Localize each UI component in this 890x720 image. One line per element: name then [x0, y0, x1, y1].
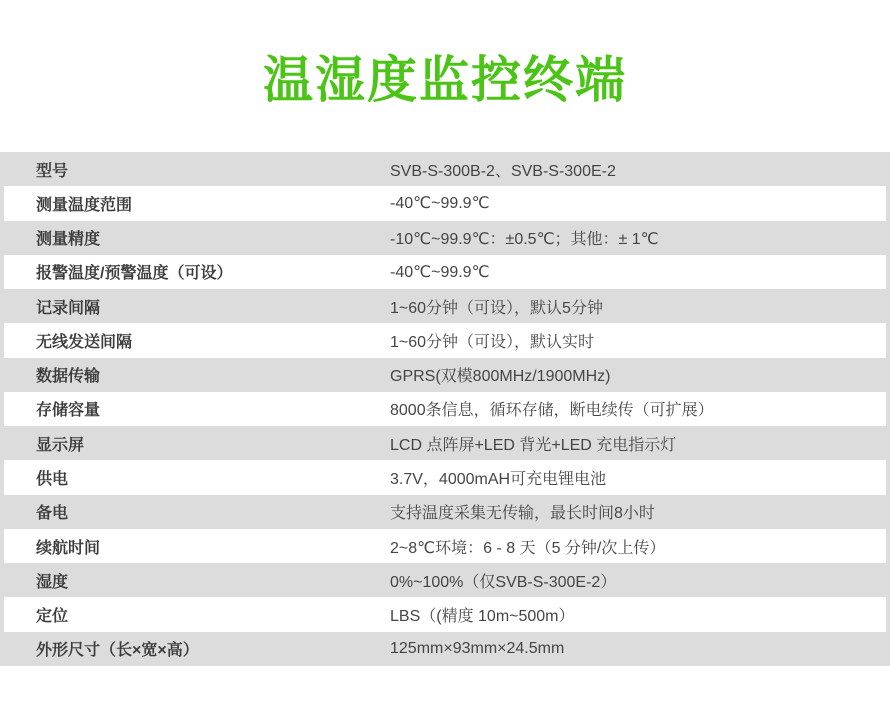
spec-label: 无线发送间隔 — [36, 333, 133, 351]
spec-label: 测量温度范围 — [36, 196, 133, 214]
spec-label: 型号 — [36, 162, 69, 180]
spec-value: -10℃~99.9℃：±0.5℃；其他：± 1℃ — [390, 231, 659, 249]
spec-label: 存储容量 — [36, 402, 101, 420]
table-row — [0, 255, 890, 289]
table-row — [0, 152, 890, 186]
spec-label: 显示屏 — [36, 436, 85, 454]
spec-label: 湿度 — [36, 573, 69, 591]
spec-table — [0, 152, 890, 666]
table-row — [0, 323, 890, 357]
table-row — [0, 529, 890, 563]
spec-label: 外形尺寸（长×宽×高） — [36, 642, 199, 660]
table-row — [0, 563, 890, 597]
table-row — [0, 495, 890, 529]
spec-value: 3.7V，4000mAH可充电锂电池 — [390, 471, 607, 489]
table-row — [0, 221, 890, 255]
spec-label: 测量精度 — [36, 231, 101, 249]
spec-value: GPRS(双模800MHz/1900MHz) — [390, 368, 611, 386]
table-row — [0, 632, 890, 666]
spec-value: SVB-S-300B-2、SVB-S-300E-2 — [390, 162, 616, 180]
spec-label: 报警温度/预警温度（可设） — [36, 265, 233, 283]
spec-value: 1~60分钟（可设），默认5分钟 — [390, 299, 603, 317]
table-row — [0, 186, 890, 220]
spec-value: 支持温度采集无传输，最长时间8小时 — [390, 505, 655, 523]
spec-label: 供电 — [36, 471, 69, 489]
spec-label: 记录间隔 — [36, 299, 101, 317]
spec-label: 续航时间 — [36, 539, 101, 557]
spec-value: -40℃~99.9℃ — [390, 263, 490, 281]
spec-value: LBS（(精度 10m~500m） — [390, 608, 575, 626]
spec-value: 125mm×93mm×24.5mm — [390, 639, 565, 657]
table-row — [0, 460, 890, 494]
spec-label: 备电 — [36, 505, 69, 523]
spec-value: LCD 点阵屏+LED 背光+LED 充电指示灯 — [390, 436, 677, 454]
spec-value: 0%~100%（仅SVB-S-300E-2） — [390, 573, 617, 591]
table-row — [0, 426, 890, 460]
table-row — [0, 358, 890, 392]
spec-label: 定位 — [36, 608, 69, 626]
spec-value: 1~60分钟（可设），默认实时 — [390, 333, 595, 351]
spec-value: -40℃~99.9℃ — [390, 195, 490, 213]
spec-label: 数据传输 — [36, 368, 101, 386]
table-row — [0, 289, 890, 323]
spec-value: 8000条信息，循环存储，断电续传（可扩展） — [390, 402, 714, 420]
table-row — [0, 392, 890, 426]
spec-value: 2~8℃环境：6 - 8 天（5 分钟/次上传） — [390, 539, 666, 557]
table-row — [0, 597, 890, 631]
page-title: 温湿度监控终端 — [263, 52, 627, 108]
